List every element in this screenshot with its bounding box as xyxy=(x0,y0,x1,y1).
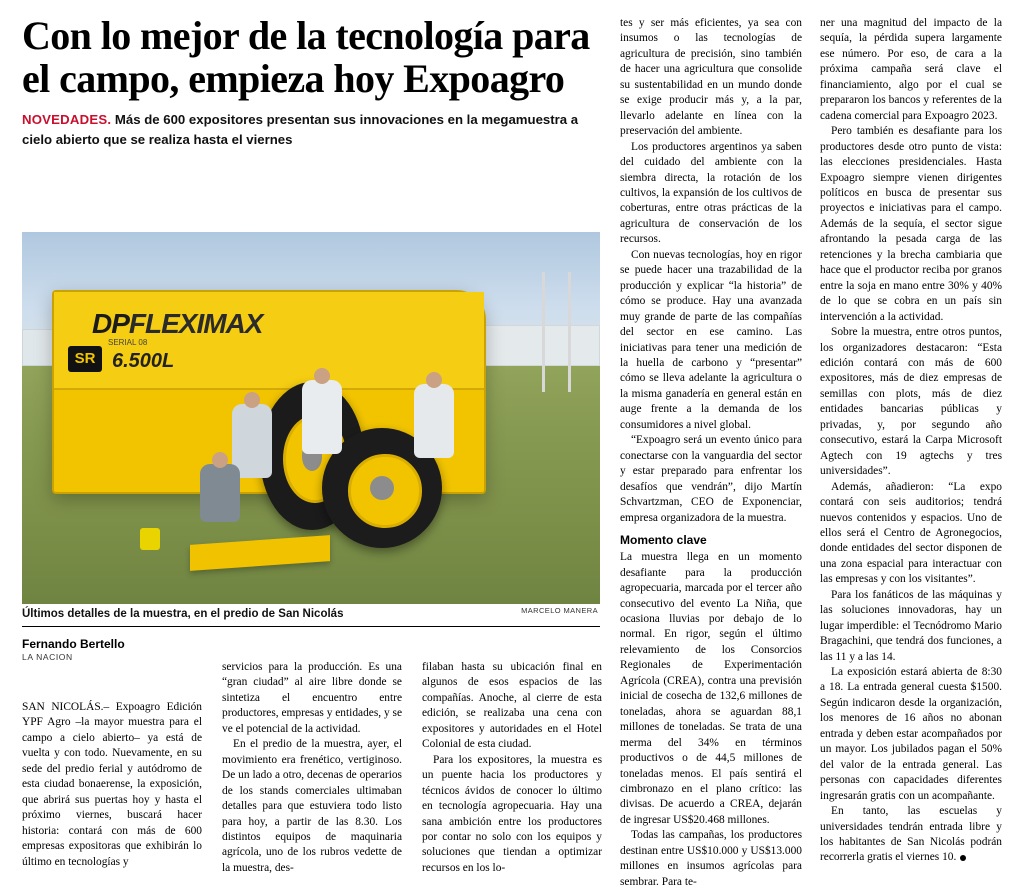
paragraph: Además, añadieron: “La expo contará con seis auditorios; tendrá nuevos contenidos y espacios. Uno de ellos será el Centro de Agronegocios, donde entidades del sector disponen de una zona espacial para interactuar con las empresas y con los visitantes”. xyxy=(820,480,1002,586)
section-subhead-momento-clave: Momento clave xyxy=(620,532,707,547)
photo-worker-4 xyxy=(200,464,240,522)
paragraph-text: En tanto, las escuelas y universidades tendrán entrada libre y los habitantes de San Nicolás podrán recorrerla gratis el viernes 10. xyxy=(820,805,1002,864)
machine-brand-model: FLEXIMAX xyxy=(128,308,263,339)
photo-worker-1 xyxy=(232,404,272,478)
kicker-text: Más de 600 expositores presentan sus innovaciones en la megamuestra a cielo abierto que se realiza hasta el viernes xyxy=(22,112,579,147)
photo-credit: MARCELO MANERA xyxy=(521,606,598,615)
machine-capacity: 6.500L xyxy=(112,350,175,372)
end-mark xyxy=(960,855,966,861)
article-photo xyxy=(22,232,600,604)
paragraph: La exposición estará abierta de 8:30 a 18. La entrada general cuesta $1500. Según indicaron desde la organización, los menores de 16 años no abonan entrada y deben estar acompañados por un mayor. Los jubilados pagan el 50% del valor de la entrada general. Las personas con capacidades diferentes ingresarán gratis con un acompañante. xyxy=(820,666,1002,802)
machine-brand xyxy=(92,308,262,340)
photo-flagpole-2 xyxy=(568,272,571,392)
machine-brand-dp: DP xyxy=(92,308,129,339)
paragraph: Todas las campañas, los productores destinan entre US$10.000 y US$13.000 millones en insumos agrícolas para sembrar. Para te- xyxy=(620,829,802,888)
photo-bucket xyxy=(140,528,160,550)
article-photo-wrapper xyxy=(22,232,600,662)
worker-head-2 xyxy=(314,368,330,384)
paragraph: ner una magnitud del impacto de la sequía, la pérdida supera largamente ese número. Por eso, de cara a la próxima campaña será clave el financiamiento, algo por el cual se prepararon los bancos y referentes de la cadena comercial para Expoagro 2023. xyxy=(820,17,1002,122)
photo-caption: Últimos detalles de la muestra, en el predio de San Nicolás xyxy=(22,608,600,627)
kicker-block xyxy=(22,110,600,148)
photo-worker-2 xyxy=(302,380,342,454)
paragraph: La muestra llega en un momento desafiante para la producción agropecuaria, marcada por el tercer año consecutivo del evento La Niña, que ocasiona lluvias por debajo de lo normal. En rigor, según el último relevamiento de los Consorcios Regionales de Experimentación Agrícola (CREA), contra una previsión inicial de cosecha de 132,6 millones de toneladas, ahora se aguardan 88,1 millones de toneladas. Se trata de una merma del 34% en términos productivos o de 44,5 millones de toneladas menos. El país sentirá el cimbronazo en el plano crítico: las divisas. De acuerdo a CREA, dejarán de ingresar US$20.468 millones. xyxy=(620,551,802,826)
wheel-hub-mounted xyxy=(370,476,394,500)
body-column-2 xyxy=(222,660,402,876)
paragraph: Con nuevas tecnologías, hoy en rigor se puede hacer una trazabilidad de la producción y explicar “la historia” de cómo se produce. Hay una avanzada muy grande de parte de las compañías del sector en ese camino. Las iniciativas para tener una medición de la huella de carbono y “presentar” cómo se lleva adelante la agricultura o la misma ganadería en general están en auge frente a la demanda de los consumidores a nivel global. xyxy=(620,248,802,431)
page-title: Con lo mejor de la tecnología para el campo, empieza hoy Expoagro xyxy=(22,13,590,102)
kicker-label: NOVEDADES. xyxy=(22,112,112,128)
worker-head-4 xyxy=(212,452,228,468)
paragraph: Pero también es desafiante para los productores desde otro punto de vista: las elecciones presidenciales. Hasta Expoagro siempre vienen dirigentes políticos en busca de presentar sus proyectos e iniciativas para el campo. Además de la sequía, el sector sigue afrontando la pesada carga de las retenciones y la brecha cambiaria que hace que el productor reciba por granos entre la soja en mano entre 30% y 40% de lo que se cobra en un país sin intervención a la actividad. xyxy=(820,125,1002,323)
paragraph-last xyxy=(820,804,1002,866)
byline xyxy=(22,637,202,662)
paragraph: “Expoagro será un evento único para conectarse con la vanguardia del sector y estar preparado para enfrentar los desafíos que vendrán”, dijo Martín Schvartzman, CEO de Exponenciar, empresa organizadora de la muestra. xyxy=(620,434,802,524)
paragraph: SAN NICOLÁS.– Expoagro Edición YPF Agro –la mayor muestra para el campo a cielo abierto– ya está de vuelta y con todo. Nuevamente, en su sede del predio ferial y autódromo de esta ciudad bonaerense, la exposición, que abrirá sus puertas hoy y hasta el próximo viernes, buscará hacer historia: contará con más de 600 empresas expositoras que exhibirán lo último en tecnologías y xyxy=(22,701,202,868)
photo-worker-3 xyxy=(414,384,454,458)
paragraph: Para los fanáticos de las máquinas y las soluciones innovadoras, hay un lugar imperdible: el Tecnódromo Mario Bragachini, que tendrá dos funciones, a las 11 y a las 14. xyxy=(820,588,1002,663)
body-column-5 xyxy=(820,16,1002,866)
byline-author: Fernando Bertello xyxy=(22,637,125,651)
body-column-1 xyxy=(22,700,202,870)
paragraph: tes y ser más eficientes, ya sea con insumos o las tecnologías de agricultura de precisión, sino también de hacer una agricultura que consolide su sustentabilidad en un mundo donde se exige producir más y, a la par, llevarlo adelante en línea con la preservación del ambiente. xyxy=(620,17,802,138)
paragraph: En el predio de la muestra, ayer, el movimiento era frenético, vertiginoso. De un lado a otro, decenas de operarios de los stands comerciales ultimaban detalles para que estuviera todo listo para hoy, a partir de las 8.30. Los distintos equipos de maquinaria agrícola, uno de los rubros vedette de la muestra, des- xyxy=(222,738,402,874)
worker-head-3 xyxy=(426,372,442,388)
paragraph: Para los expositores, la muestra es un puente hacia los productores y técnicos ávidos de conocer lo último en tecnología agropecuaria. Hay una sana ambición entre los productores por contar no solo con los equipos y soluciones que tiendan a optimizar recursos en los lo- xyxy=(422,753,602,874)
paragraph: Los productores argentinos ya saben del cuidado del ambiente con la siembra directa, la rotación de los cultivos, la expansión de los cultivos de coberturas, entre otras prácticas de la agricultura de conservación de los recursos. xyxy=(620,140,802,246)
photo-flagpole-1 xyxy=(542,272,545,392)
paragraph: filaban hasta su ubicación final en algunos de esos espacios de las compañías. Anoche, al cierre de esta edición, se realizaba una cena con expositores y autoridades en el Hotel Colonial de esta ciudad. xyxy=(422,661,602,751)
body-column-3 xyxy=(422,660,602,876)
paragraph: Sobre la muestra, entre otros puntos, los organizadores destacaron: “Esta edición contará con más de 600 expositores, más de diez empresas de semillas con plots, más de diez entidades bancarias públicas y privadas, y, por segundo año consecutivo, estará la Carpa Microsoft Agtech con 19 agtechs y tres universidades”. xyxy=(820,326,1002,478)
byline-outlet: LA NACION xyxy=(22,652,73,662)
worker-head-1 xyxy=(244,392,260,408)
paragraph: servicios para la producción. Es una “gran ciudad” al aire libre donde se sintetiza el encuentro entre productores, empresas y entidades, y se ve el potencial de la actividad. xyxy=(222,661,402,735)
machine-badge: SR xyxy=(68,346,102,372)
body-column-4 xyxy=(620,16,802,890)
machine-serial: SERIAL 08 xyxy=(108,338,148,347)
